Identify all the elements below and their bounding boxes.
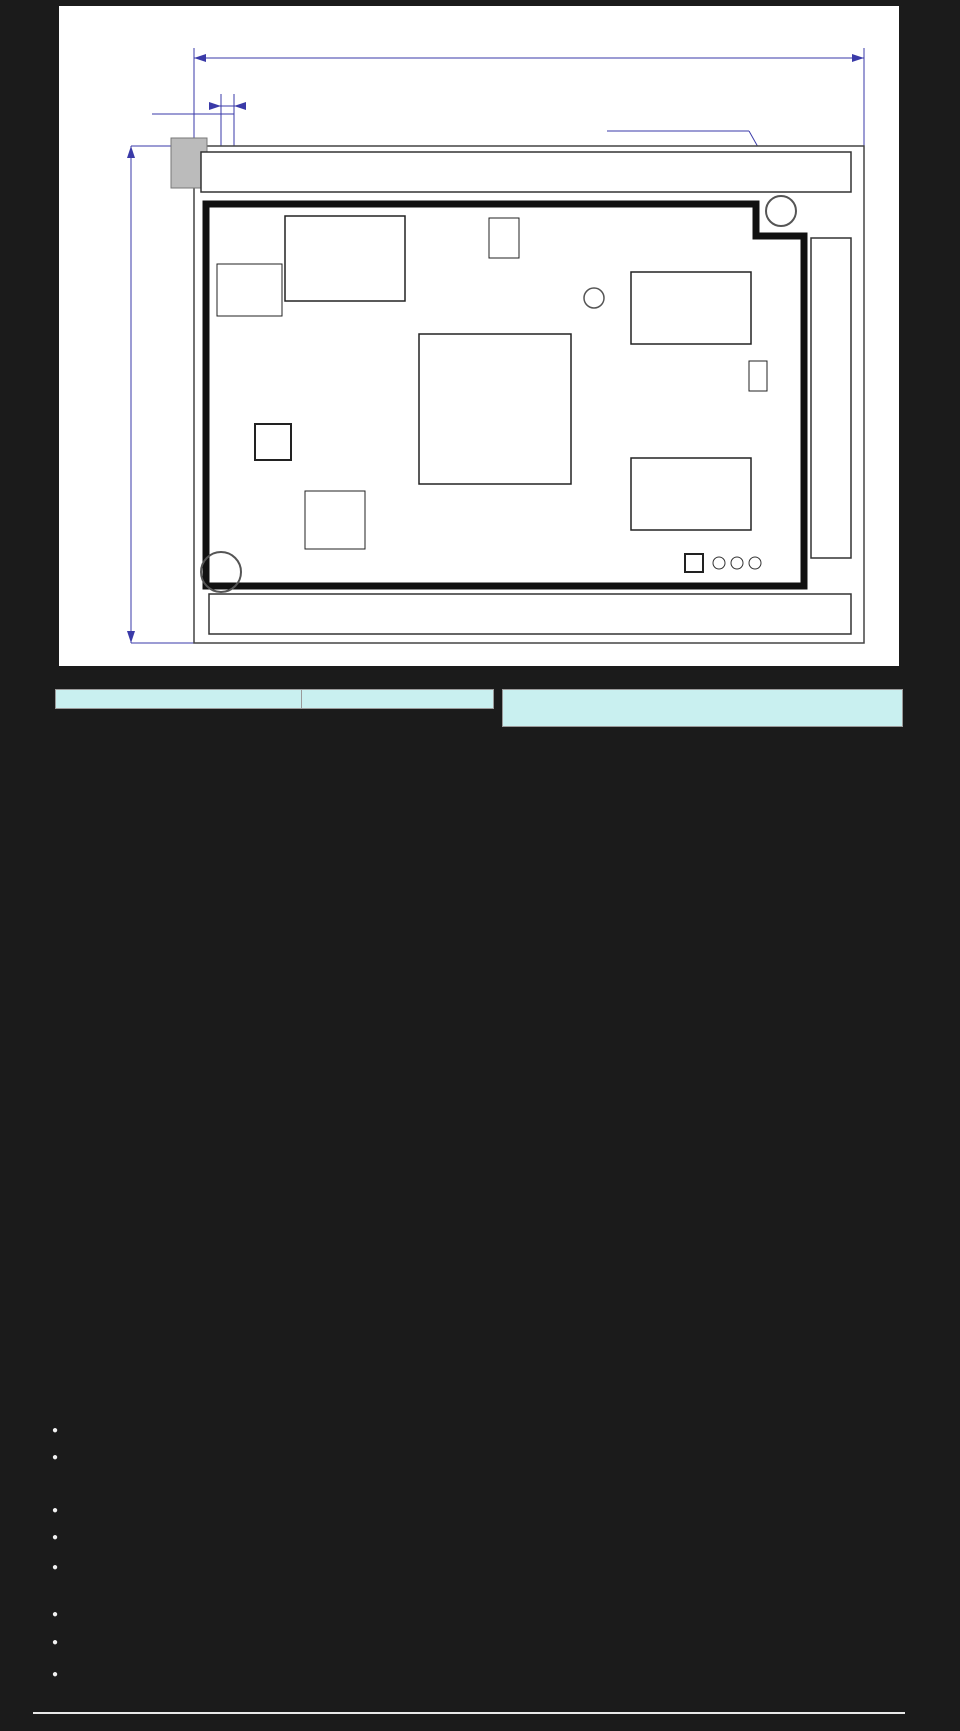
header-p2 [209,594,851,634]
chip-u3 [305,491,365,549]
swd-pad [685,554,703,572]
p4-title [503,690,903,727]
dram-u7 [631,272,751,344]
board-svg [59,6,899,666]
bottom-divider [33,1712,905,1714]
header-p1 [201,152,851,192]
p4-pin-table [502,689,903,727]
sd-socket [217,264,282,316]
table-title-row [503,690,903,727]
soc-chip [419,334,571,484]
p1-p2-pin-table [55,689,494,709]
chip-u12 [255,424,291,460]
table-title-row [56,690,494,709]
chip-u13 [489,218,519,258]
p2-title [302,690,494,709]
board-drawing [59,6,899,666]
dram-u6 [631,458,751,530]
header-p4 [811,238,851,558]
p1-title [56,690,302,709]
transistor-q27 [749,361,767,391]
chip-u10 [285,216,405,301]
